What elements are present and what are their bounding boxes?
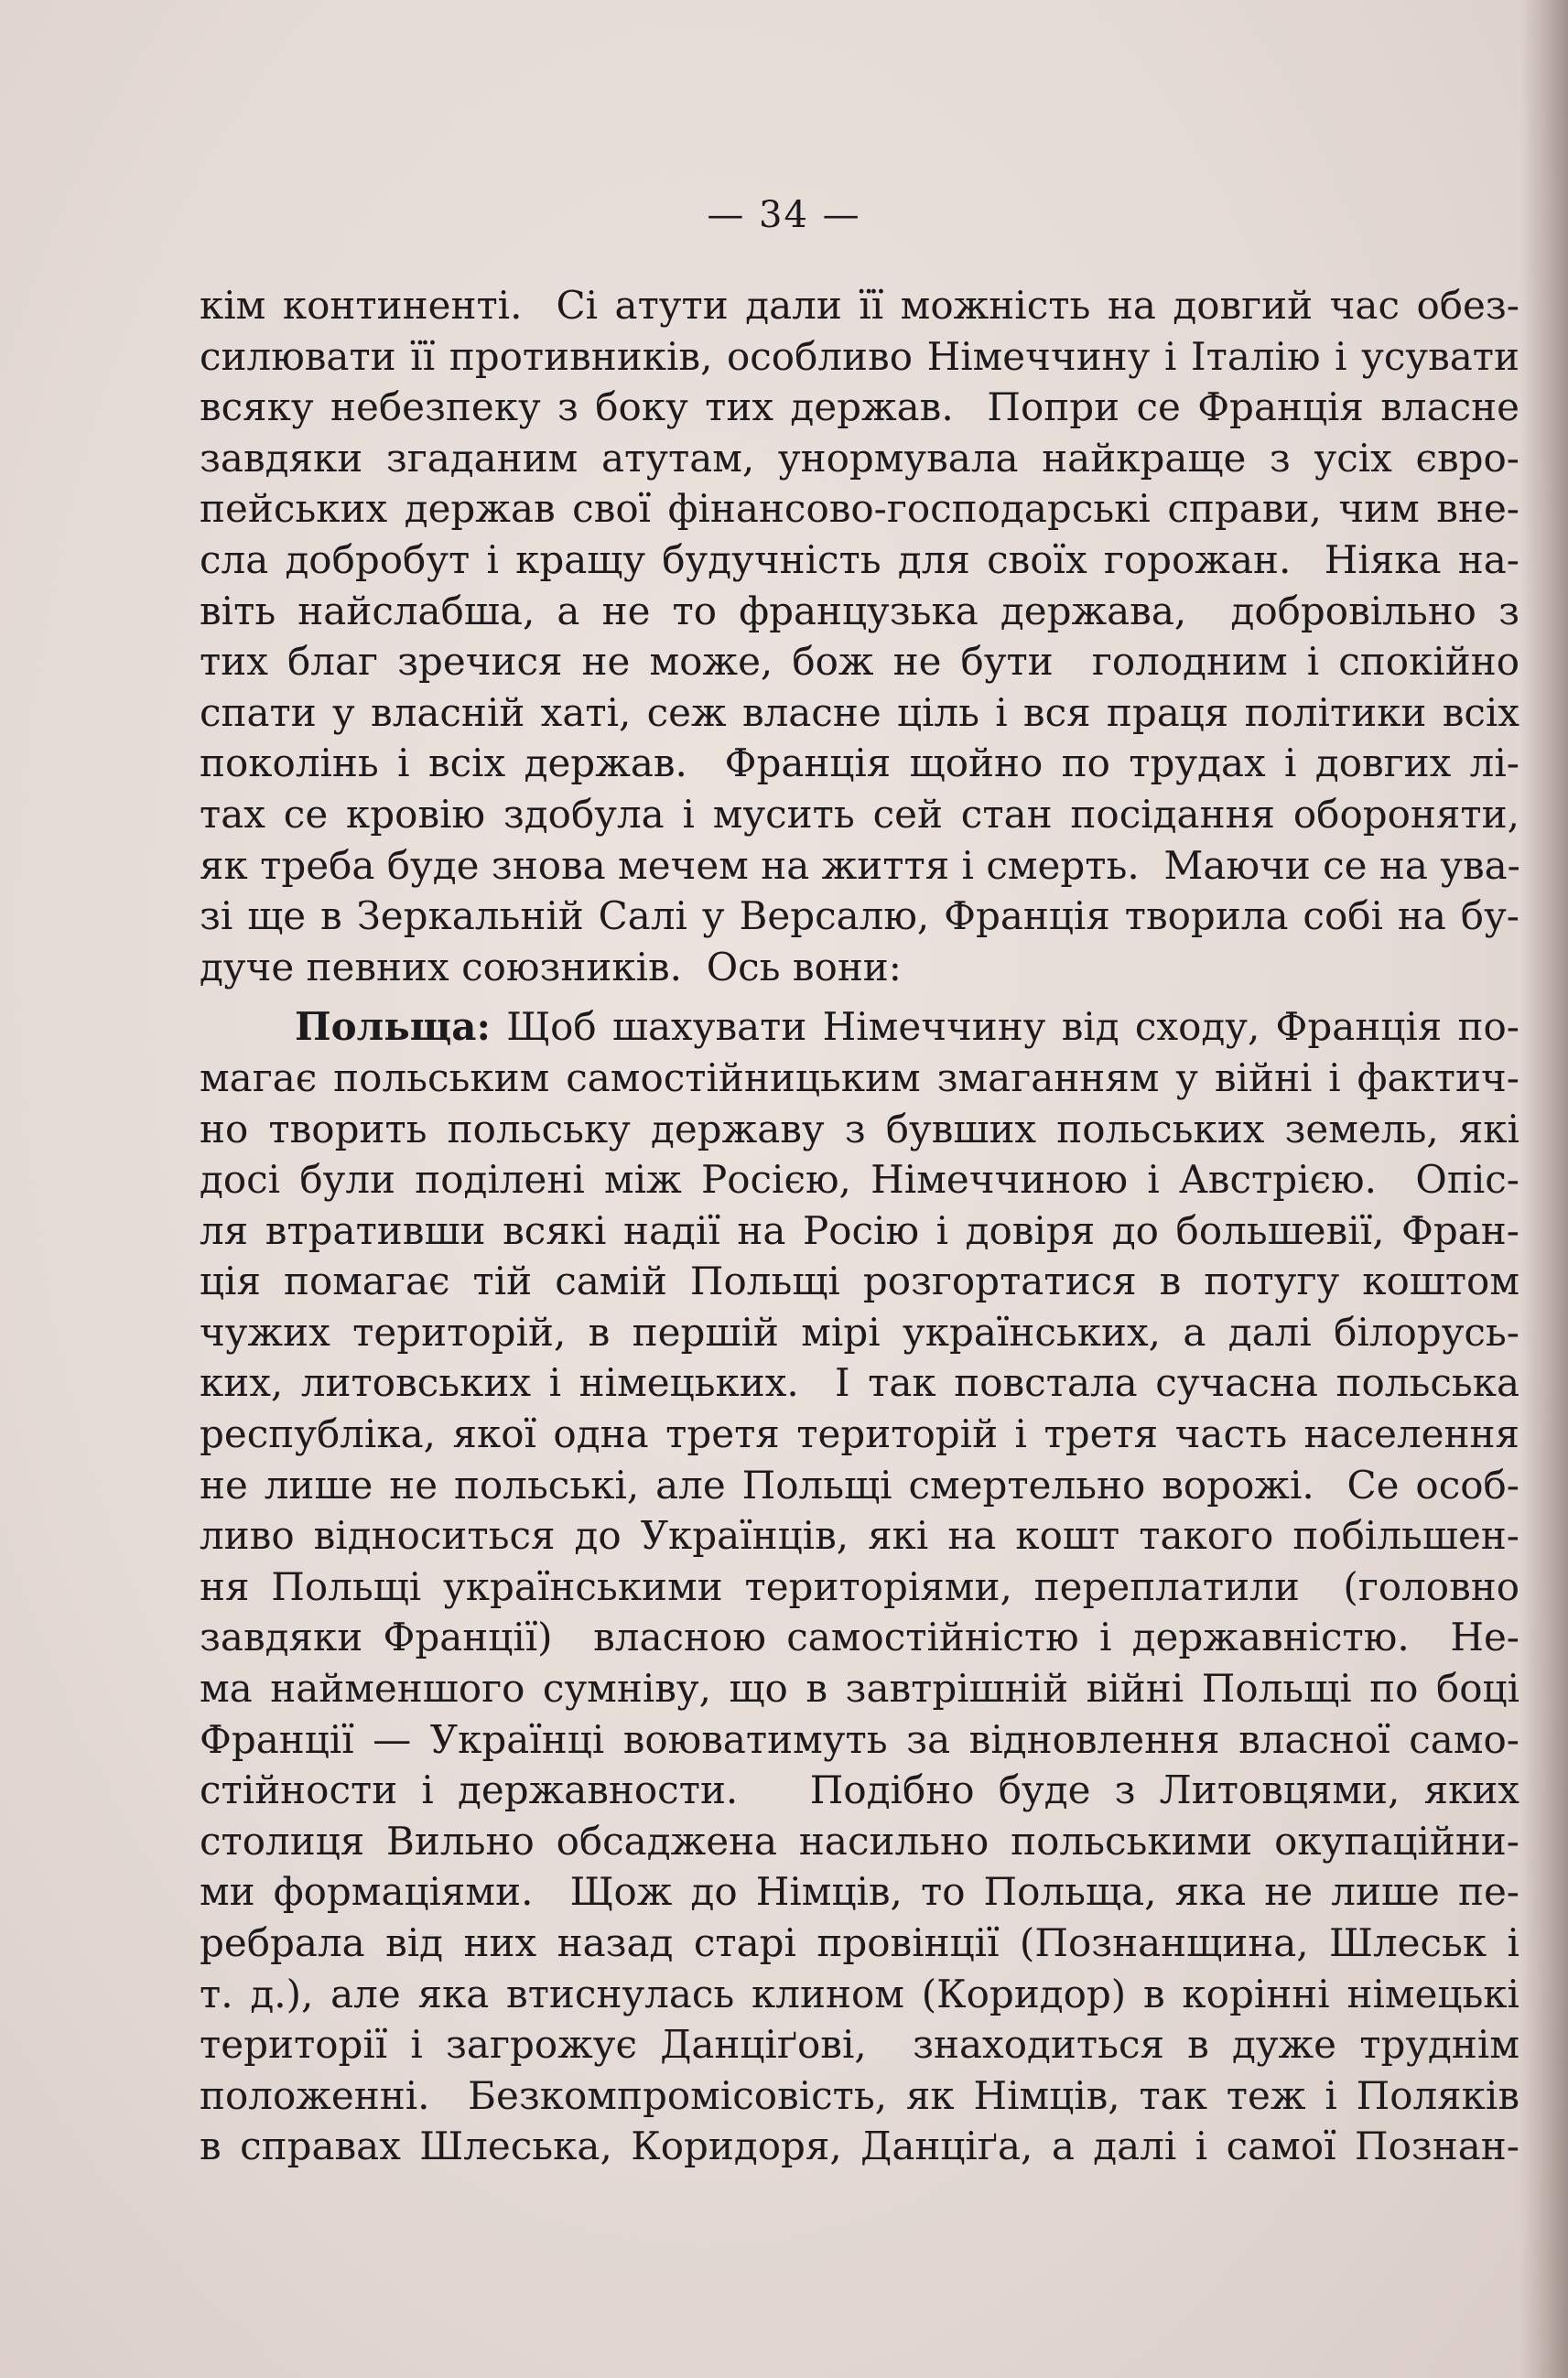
text-line: не лише не польські, але Польщі смертельно ворожі. Се особ- — [200, 1462, 1519, 1508]
text-line: силювати її противників, особливо Німеччину і Італію і усувати — [200, 333, 1519, 379]
text-line: магає польським самостійницьким змаганням у війні і фактич- — [200, 1054, 1519, 1100]
text-line: республіка, якої одна третя територій і третя часть населення — [200, 1411, 1519, 1457]
text-line: ми формаціями. Щож до Німців, то Польща, яка не лише пе- — [200, 1869, 1519, 1915]
text-line: ребрала від них назад старі провінції (Познанщина, Шлеськ і — [200, 1920, 1519, 1965]
text-line: в справах Шлеська, Коридоря, Данціґа, а далі і самої Познан- — [200, 2124, 1519, 2169]
text-line: столиця Вильно обсаджена насильно польськими окупаційни- — [200, 1818, 1519, 1864]
text-line: ливо відноситься до Українців, які на кошт такого побільшен- — [200, 1513, 1519, 1559]
text-line: спати у власній хаті, сеж власне ціль і вся праця політики всіх — [200, 689, 1519, 735]
text-line: ля втративши всякі надії на Росію і довіря до большевії, Фран- — [200, 1207, 1519, 1253]
text-line: пейських держав свої фінансово-господарські справи, чим вне- — [200, 486, 1519, 532]
text-line: но творить польську державу з бувших польських земель, які — [200, 1106, 1519, 1151]
text-line: ма найменшого сумніву, що в завтрішній війні Польщі по боці — [200, 1666, 1519, 1712]
body-text — [200, 280, 1519, 2172]
paragraph-1 — [200, 280, 1519, 992]
text-line: зі ще в Зеркальній Салі у Версалю, Франція творила собі на бу- — [200, 893, 1519, 939]
text-line: тих благ зречися не може, бож не бути голодним і спокійно — [200, 639, 1519, 685]
text-line: стійности і державности. Подібно буде з Литовцями, яких — [200, 1767, 1519, 1813]
page-binding-shadow — [1520, 0, 1568, 2378]
text-line-first — [200, 1001, 1519, 1053]
text-line: поколінь і всіх держав. Франція щойно по трудах і довгих лі- — [200, 740, 1519, 786]
text-line: як треба буде знова мечем на життя і смерть. Маючи се на ува- — [200, 842, 1520, 888]
text-line: території і загрожує Данціґові, знаходиться в дуже труднім — [200, 2022, 1519, 2068]
text-line: ція помагає тій самій Польщі розгортатися в потугу коштом — [200, 1259, 1519, 1304]
text-line: віть найслабша, а не то французька держава, добровільно з — [200, 588, 1519, 633]
paragraph-spacer — [200, 992, 1519, 1001]
text-line: ня Польщі українськими територіями, переплатили (головно — [200, 1563, 1519, 1609]
page-number: — 34 — — [707, 194, 861, 236]
text-line: завдяки Франції) власною самостійністю і державністю. Не- — [200, 1615, 1519, 1660]
text-line: дуче певних союзників. Ось вони: — [200, 944, 902, 989]
paragraph-lead-heading: Польща: — [295, 1004, 491, 1050]
text-line: положенні. Безкомпромісовість, як Німців, так теж і Поляків — [200, 2072, 1519, 2118]
text-line: кім континенті. Сі атути дали її можність на довгий час обез- — [200, 283, 1519, 328]
paragraph-2 — [200, 1001, 1519, 2172]
text-line: всяку небезпеку з боку тих держав. Попри се Франція власне — [200, 384, 1519, 430]
first-line-text: Щоб шахувати Німеччину від сходу, Франція по- — [490, 1004, 1519, 1050]
text-line: Франції — Українці воюватимуть за відновлення власної само- — [200, 1716, 1519, 1762]
text-line: чужих територій, в першій мірі українських, а далі білорусь- — [200, 1309, 1519, 1355]
text-line: тах се кровію здобула і мусить сей стан посідання обороняти, — [200, 791, 1519, 837]
text-line: сла добробут і кращу будучність для своїх горожан. Ніяка на- — [200, 536, 1519, 582]
text-line: досі були поділені між Росією, Німеччиною і Австрією. Опіс- — [200, 1157, 1519, 1203]
text-line: т. д.), але яка втиснулась клином (Коридор) в корінні німецькі — [200, 1971, 1519, 2016]
text-line: ких, литовських і німецьких. І так повстала сучасна польська — [200, 1360, 1519, 1406]
text-line: завдяки згаданим атутам, унормувала найкраще з усіх євро- — [200, 435, 1519, 481]
